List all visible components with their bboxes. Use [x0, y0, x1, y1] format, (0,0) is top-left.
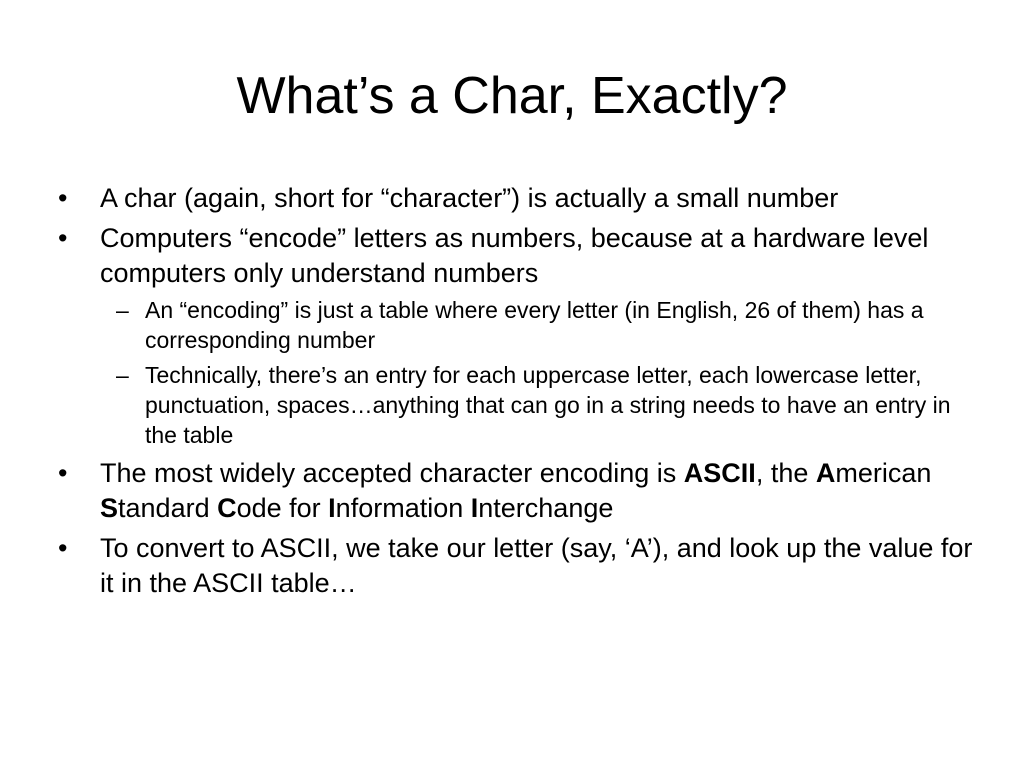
dash-icon: –: [116, 297, 129, 323]
text-mid: , the: [755, 458, 816, 488]
bullet-text: To convert to ASCII, we take our letter (say, ‘A’), and look up the value for it in the ASCII table…: [100, 533, 973, 598]
bullet-icon: •: [58, 223, 68, 253]
bullet-text: [100, 458, 931, 523]
bullet-item-convert-to-ascii: [58, 531, 978, 601]
ascii-term: ASCII: [683, 458, 756, 488]
acronym-letter-c: C: [217, 493, 237, 523]
bullet-item-encode-letters: [58, 221, 978, 450]
text-tandard: tandard: [118, 493, 218, 523]
acronym-letter-s: S: [100, 493, 119, 523]
acronym-letter-a: A: [815, 458, 836, 488]
sub-bullet-text: An “encoding” is just a table where every letter (in English, 26 of them) has a corresponding number: [145, 297, 924, 353]
text-nterchange: nterchange: [478, 493, 614, 523]
slide-title: What’s a Char, Exactly?: [236, 67, 788, 125]
bullet-list: [58, 181, 978, 606]
sub-bullet-text: Technically, there’s an entry for each uppercase letter, each lowercase letter, punctuation, spaces…anything that can go in a string needs to have an entry in the table: [145, 362, 951, 448]
acronym-letter-i2: I: [470, 493, 479, 523]
bullet-icon: •: [58, 183, 68, 213]
dash-icon: –: [116, 362, 129, 388]
bullet-text: Computers “encode” letters as numbers, because at a hardware level computers only understand numbers: [100, 223, 929, 288]
bullet-item-ascii: [58, 456, 978, 526]
bullet-icon: •: [58, 533, 68, 563]
text-ode-for: ode for: [236, 493, 329, 523]
bullet-text: A char (again, short for “character”) is actually a small number: [100, 183, 839, 213]
acronym-letter-i1: I: [328, 493, 336, 523]
bullet-item-char-is-number: [58, 181, 978, 216]
sub-bullet-item-entries: [100, 360, 978, 450]
sub-bullet-list: [100, 295, 978, 450]
text-nformation: nformation: [335, 493, 471, 523]
bullet-icon: •: [58, 458, 68, 488]
text-pre: The most widely accepted character encoding is: [100, 458, 684, 488]
sub-bullet-item-encoding-table: [100, 295, 978, 355]
text-merican: merican: [835, 458, 932, 488]
